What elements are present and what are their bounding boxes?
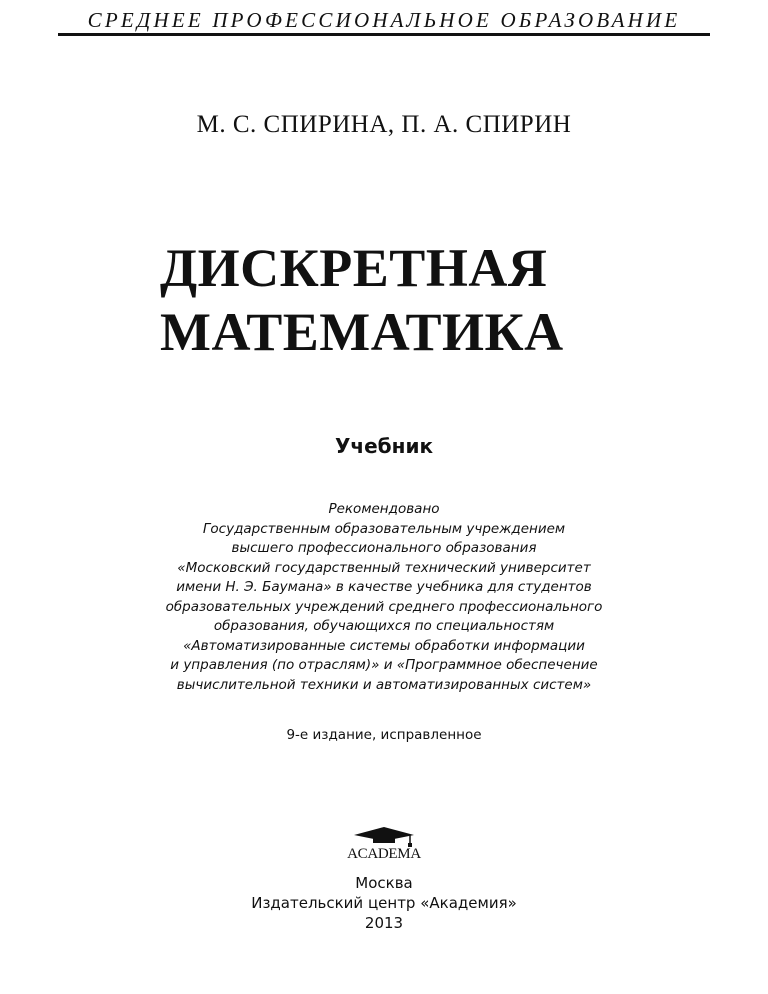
recommendation-line: «Московский государственный технический университет [177,559,591,576]
academia-mortarboard-icon [340,826,428,848]
publisher-info [0,873,768,933]
recommendation-line: высшего профессионального образования [231,540,537,556]
book-type: Учебник [334,434,434,458]
recommendation-line: Государственным образовательным учреждением [202,520,566,537]
publisher-logo [340,826,428,862]
series-header: СРЕДНЕЕ ПРОФЕССИОНАЛЬНОЕ ОБРАЗОВАНИЕ [87,8,681,32]
recommendation-line: и управления (по отраслям)» и «Программное обеспечение [170,657,598,673]
publication-year: 2013 [364,914,404,932]
authors: М. С. СПИРИНА, П. А. СПИРИН [196,111,572,138]
logo-wordmark: ACADEMA [347,846,421,862]
recommendation-text [84,500,684,695]
book-title-line-2: МАТЕМАТИКА [160,302,564,362]
publisher-city: Москва [355,874,413,892]
recommendation-line: имени Н. Э. Баумана» в качестве учебника для студентов [176,579,592,595]
recommendation-line: образовательных учреждений среднего профессионального [165,598,603,615]
recommendation-line: «Автоматизированные системы обработки информации [183,637,585,654]
series-underline [58,33,710,36]
recommendation-line: вычислительной техники и автоматизированных систем» [176,676,592,693]
book-title [160,236,680,364]
publisher-name: Издательский центр «Академия» [251,894,517,912]
recommendation-line: образования, обучающихся по специальностям [213,618,555,634]
book-title-line-1: ДИСКРЕТНАЯ [160,238,548,298]
recommendation-line: Рекомендовано [328,501,440,517]
edition-note: 9-е издание, исправленное [286,727,482,743]
